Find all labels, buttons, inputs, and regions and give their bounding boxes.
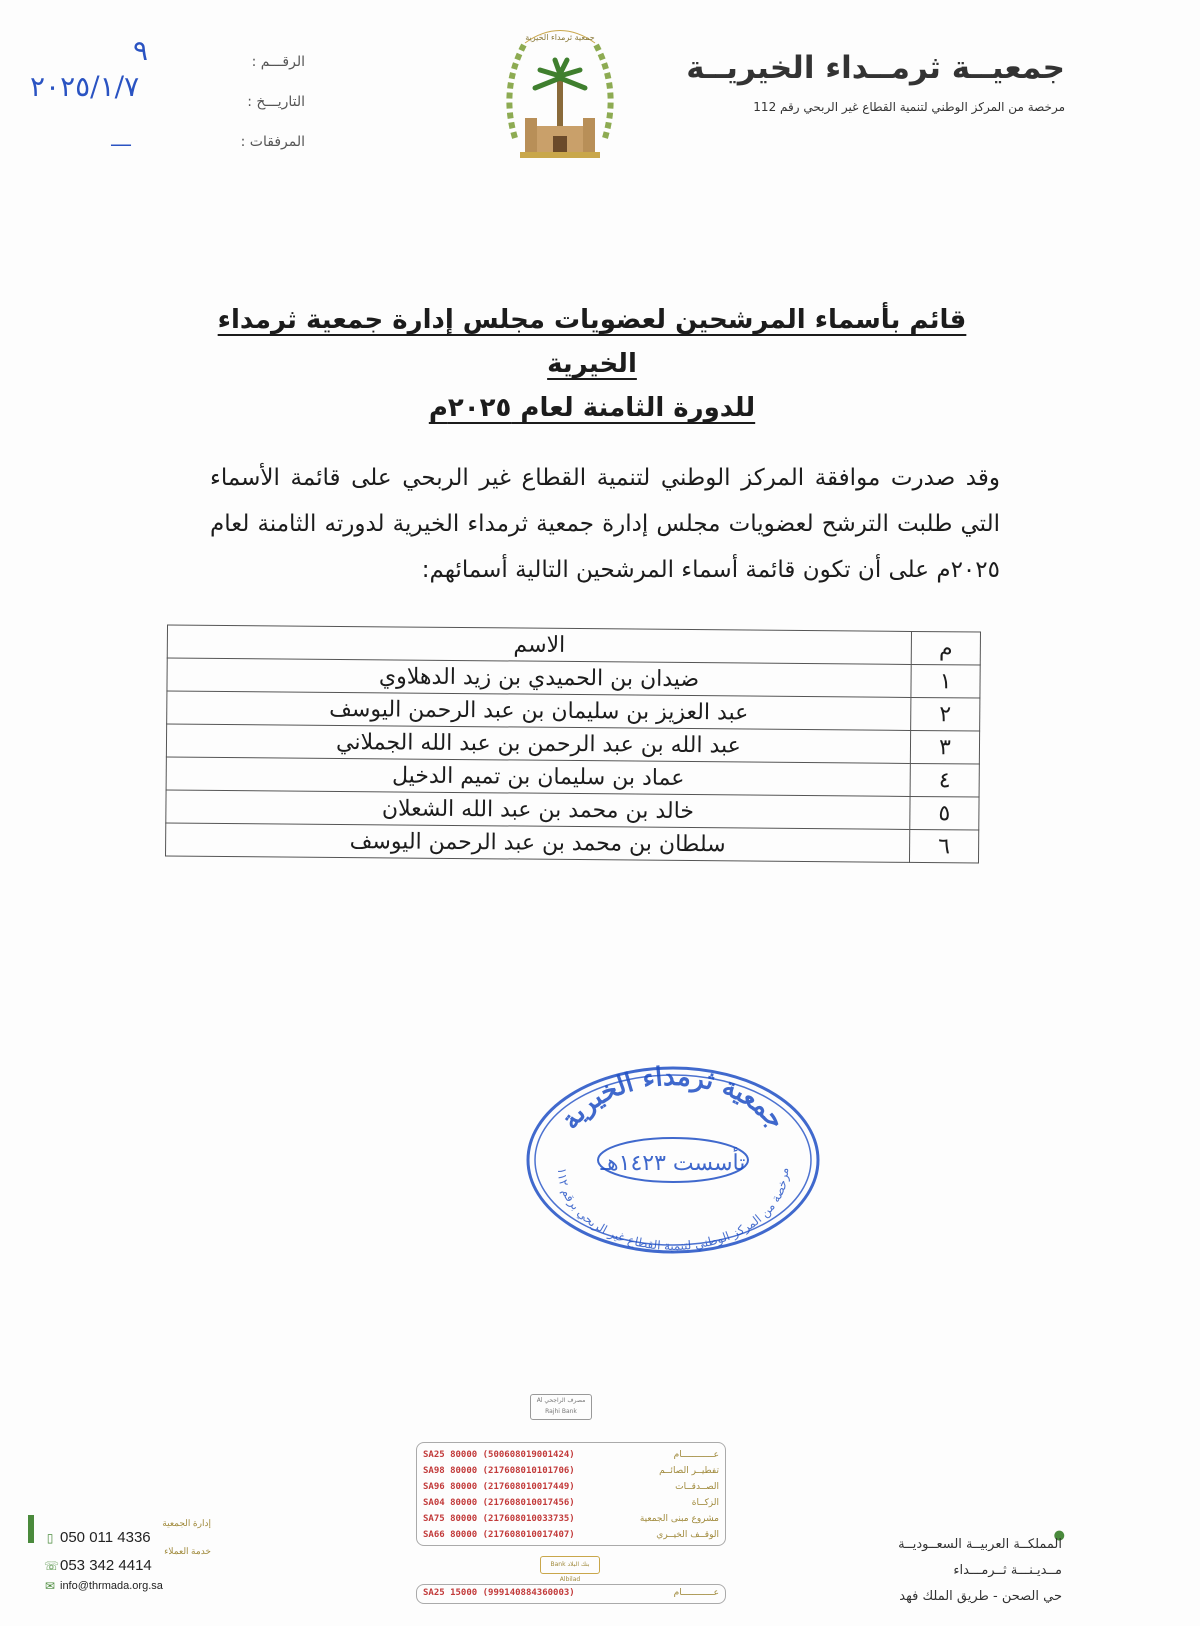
- mail-icon: ✉: [44, 1579, 56, 1593]
- title-line-2: للدورة الثامنة لعام ٢٠٢٥م: [428, 393, 756, 423]
- bank-accounts-box: [416, 1442, 726, 1546]
- admin-label: إدارة الجمعية: [162, 1518, 211, 1528]
- email: info@thrmada.org.sa: [60, 1580, 163, 1592]
- account-purpose: الصــدقــات: [675, 1482, 719, 1492]
- location-pin-icon: ●: [1053, 1528, 1065, 1543]
- mobile-icon: ▯: [46, 1530, 54, 1545]
- title-line-1: قائم بأسماء المرشحين لعضويات مجلس إدارة جمعية ثرمداء الخيرية: [217, 305, 967, 379]
- account-iban: SA66 80000 (217608010017407): [423, 1530, 575, 1540]
- row-name: سلطان بن محمد بن عبد الرحمن اليوسف: [166, 823, 910, 862]
- account-iban: SA98 80000 (217608010101706): [423, 1466, 575, 1476]
- account-iban: SA25 15000 (999140884360003): [423, 1588, 575, 1598]
- bank-account-row: [423, 1479, 719, 1495]
- bank-account-row: [423, 1447, 719, 1463]
- address-line-2: مــديـنـــة ثــرمـــداء: [953, 1563, 1062, 1578]
- header-name: الاسم: [167, 625, 911, 664]
- official-stamp-icon: [523, 1060, 823, 1260]
- account-purpose: عــــــــــــام: [673, 1450, 719, 1460]
- row-name: خالد بن محمد بن عبد الله الشعلان: [166, 790, 910, 829]
- document-title: [202, 298, 982, 430]
- bank-account-row: [423, 1511, 719, 1527]
- bank-account-row: [423, 1585, 719, 1601]
- account-purpose: عــــــــــــام: [673, 1588, 719, 1598]
- row-num: ٤: [910, 763, 979, 797]
- account-iban: SA75 80000 (217608010033735): [423, 1514, 575, 1524]
- svg-text:جمعية ثرمداء الخيرية: [555, 1062, 791, 1135]
- account-purpose: مشروع مبنى الجمعية: [639, 1514, 719, 1524]
- admin-phone-line: [44, 1529, 219, 1546]
- customers-phone: 053 342 4414: [60, 1557, 152, 1574]
- contact-block: [44, 1518, 219, 1592]
- email-line: [44, 1580, 219, 1592]
- reference-meta: [30, 34, 305, 172]
- meta-number-value: ٩: [133, 34, 149, 67]
- alrajhi-bank-logo: مصرف الراجحي Al Rajhi Bank: [530, 1394, 592, 1420]
- address-block: [822, 1532, 1062, 1610]
- svg-text:مرخصة من المركز الوطني لتنمية: [555, 1168, 791, 1253]
- account-iban: SA96 80000 (217608010017449): [423, 1482, 575, 1492]
- meta-attachments-value: —: [110, 132, 132, 157]
- row-name: عبد العزيز بن سليمان بن عبد الرحمن اليوسف: [167, 691, 911, 730]
- meta-attachments: [55, 132, 305, 172]
- row-num: ٦: [909, 829, 978, 863]
- contact-accent-bar: [28, 1515, 34, 1543]
- row-num: ٢: [911, 697, 980, 731]
- palm-logo-icon: [495, 18, 625, 168]
- logo-caption: جمعية ثرمداء الخيرية: [525, 33, 595, 42]
- customers-phone-line: [44, 1557, 219, 1574]
- meta-number-label: الرقـــم :: [251, 54, 305, 70]
- customers-label: خدمة العملاء: [164, 1546, 211, 1556]
- org-name: جمعيــة ثرمــداء الخيريــة: [686, 50, 1065, 86]
- account-purpose: الزكــاة: [691, 1498, 719, 1508]
- address-line-1: المملكــة العربيــة السعــوديــة: [898, 1537, 1062, 1552]
- header-num: م: [911, 631, 980, 665]
- candidates-table: [165, 624, 981, 863]
- admin-phone: 050 011 4336: [60, 1529, 151, 1546]
- account-purpose: تفطيــر الصائــم: [659, 1466, 719, 1476]
- body-paragraph: وقد صدرت موافقة المركز الوطني لتنمية القطاع غير الربحي على قائمة الأسماء التي طلبت الترشح لعضويات مجلس إدارة جمعية ثرمداء الخيرية لدورته الثامنة لعام ٢٠٢٥م على أن تكون قائمة أسماء المرشحين التالية أسمائهم:: [210, 465, 1000, 583]
- bank-account-row: [423, 1527, 719, 1543]
- table-row: [166, 823, 979, 863]
- address-line-3: حي الصحن - طريق الملك فهد: [899, 1589, 1062, 1604]
- stamp-center-text: تأسست ١٤٢٣هـ: [600, 1151, 746, 1176]
- bank-account-row: [423, 1495, 719, 1511]
- support-icon: ☏: [44, 1558, 60, 1573]
- meta-attachments-label: المرفقات :: [240, 134, 305, 150]
- account-iban: SA04 80000 (217608010017456): [423, 1498, 575, 1508]
- row-num: ٥: [910, 796, 979, 830]
- row-num: ٣: [910, 730, 979, 764]
- meta-date: [30, 70, 305, 132]
- bank2-account-box: [416, 1584, 726, 1604]
- account-purpose: الوقــف الخيــري: [656, 1530, 719, 1540]
- row-name: عبد الله بن عبد الرحمن بن عبد الله الجملاني: [166, 724, 910, 763]
- row-name: ضيدان بن الحميدي بن زيد الدهلاوي: [167, 658, 911, 697]
- meta-date-label: التاريـــخ :: [247, 94, 305, 110]
- meta-date-value: ٢٠٢٥/١/٧: [30, 70, 140, 103]
- bank-account-row: [423, 1463, 719, 1479]
- row-name: عماد بن سليمان بن تميم الدخيل: [166, 757, 910, 796]
- account-iban: SA25 80000 (500608019001424): [423, 1450, 575, 1460]
- stamp-bottom-text: مرخصة من المركز الوطني لتنمية القطاع غير الربحي برقم ١١٢: [554, 1167, 792, 1254]
- org-license: مرخصة من المركز الوطني لتنمية القطاع غير الربحي رقم 112: [753, 100, 1065, 114]
- albilad-bank-logo: بنك البلاد Bank Albilad: [540, 1556, 600, 1574]
- stamp-top-text: جمعية ثرمداء الخيرية: [555, 1061, 791, 1136]
- row-num: ١: [911, 664, 980, 698]
